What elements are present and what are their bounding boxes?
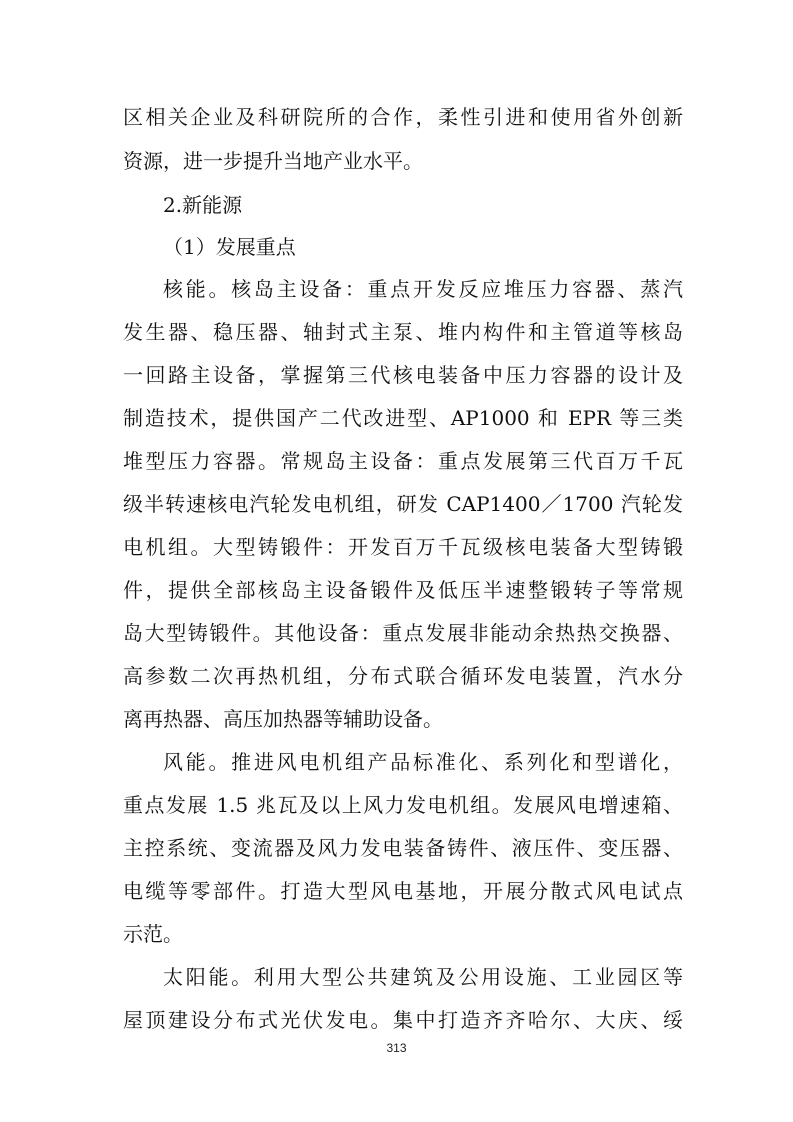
paragraph-line: 级半转速核电汽轮发电机组，研发 CAP1400／1700 汽轮发 [123, 492, 683, 516]
paragraph-line: 一回路主设备，掌握第三代核电装备中压力容器的设计及 [123, 363, 683, 387]
paragraph-line: 堆型压力容器。常规岛主设备：重点发展第三代百万千瓦 [123, 449, 683, 473]
paragraph-line: 屋顶建设分布式光伏发电。集中打造齐齐哈尔、大庆、绥 [123, 1008, 683, 1032]
page-number: 313 [386, 1041, 407, 1055]
paragraph-line: 制造技术，提供国产二代改进型、AP1000 和 EPR 等三类 [123, 406, 683, 430]
paragraph-line: 示范。 [123, 922, 183, 946]
paragraph-line: 发生器、稳压器、轴封式主泵、堆内构件和主管道等核岛 [123, 320, 683, 344]
section-heading: 2.新能源 [163, 193, 243, 217]
paragraph-line: 高参数二次再热机组，分布式联合循环发电装置，汽水分 [123, 664, 683, 688]
paragraph-line: 件，提供全部核岛主设备锻件及低压半速整锻转子等常规 [123, 578, 683, 602]
paragraph-line: 太阳能。利用大型公共建筑及公用设施、工业园区等 [163, 965, 683, 989]
paragraph-line: 资源，进一步提升当地产业水平。 [123, 149, 423, 173]
paragraph-line: 区相关企业及科研院所的合作，柔性引进和使用省外创新 [123, 105, 683, 129]
paragraph-line: 重点发展 1.5 兆瓦及以上风力发电机组。发展风电增速箱、 [123, 793, 683, 817]
paragraph-line: 风能。推进风电机组产品标准化、系列化和型谱化， [163, 750, 683, 774]
paragraph-line: 岛大型铸锻件。其他设备：重点发展非能动余热热交换器、 [123, 621, 683, 645]
paragraph-line: 主控系统、变流器及风力发电装备铸件、液压件、变压器、 [123, 836, 683, 860]
paragraph-line: 离再热器、高压加热器等辅助设备。 [123, 707, 443, 731]
paragraph-line: 电机组。大型铸锻件：开发百万千瓦级核电装备大型铸锻 [123, 535, 683, 559]
subsection-heading: （1）发展重点 [163, 235, 296, 259]
paragraph-line: 核能。核岛主设备：重点开发反应堆压力容器、蒸汽 [163, 277, 683, 301]
paragraph-line: 电缆等零部件。打造大型风电基地，开展分散式风电试点 [123, 879, 683, 903]
